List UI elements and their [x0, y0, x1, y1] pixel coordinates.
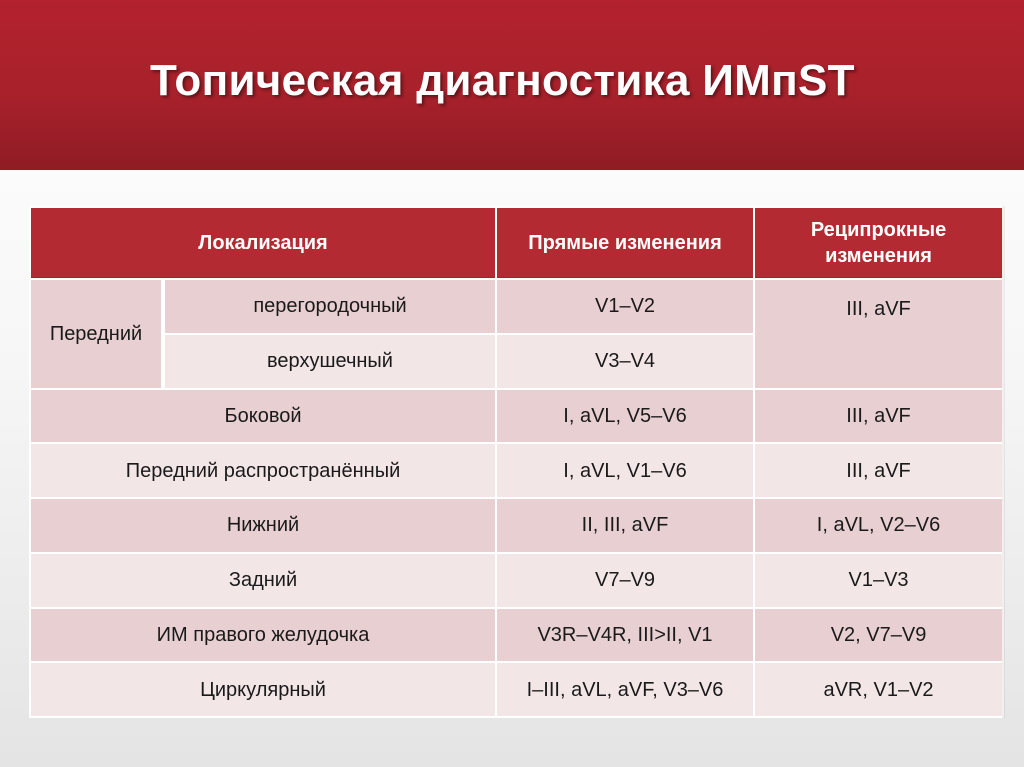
reciprocal-changes-cell: III, aVF [754, 279, 1003, 389]
subtype-cell: перегородочный [163, 279, 496, 334]
direct-changes-cell: V1–V2 [496, 279, 754, 334]
direct-changes-cell: V3R–V4R, III>II, V1 [496, 608, 754, 663]
title-bar [0, 0, 1024, 170]
table-row [30, 498, 1003, 553]
localization-cell: Циркулярный [30, 662, 496, 717]
localization-cell: ИМ правого желудочка [30, 608, 496, 663]
slide-title: Топическая диагностика ИМпST [150, 56, 855, 105]
subtype-cell: верхушечный [163, 334, 496, 389]
direct-changes-cell: I, aVL, V5–V6 [496, 389, 754, 444]
header-direct-changes: Прямые изменения [496, 207, 754, 279]
direct-changes-cell: V7–V9 [496, 553, 754, 608]
table-row [30, 389, 1003, 444]
table-row [30, 443, 1003, 498]
group-label-anterior: Передний [30, 279, 163, 389]
reciprocal-changes-cell: V1–V3 [754, 553, 1003, 608]
header-localization: Локализация [30, 207, 496, 279]
reciprocal-changes-cell: V2, V7–V9 [754, 608, 1003, 663]
reciprocal-changes-cell: III, aVF [754, 389, 1003, 444]
localization-cell: Задний [30, 553, 496, 608]
direct-changes-cell: I, aVL, V1–V6 [496, 443, 754, 498]
reciprocal-changes-cell: III, aVF [754, 443, 1003, 498]
table-row [30, 553, 1003, 608]
localization-cell: Нижний [30, 498, 496, 553]
reciprocal-changes-cell: I, aVL, V2–V6 [754, 498, 1003, 553]
direct-changes-cell: II, III, aVF [496, 498, 754, 553]
reciprocal-changes-cell: aVR, V1–V2 [754, 662, 1003, 717]
table-row [30, 279, 1003, 334]
direct-changes-cell: I–III, aVL, aVF, V3–V6 [496, 662, 754, 717]
direct-changes-cell: V3–V4 [496, 334, 754, 389]
localization-cell: Передний распространённый [30, 443, 496, 498]
localization-cell: Боковой [30, 389, 496, 444]
header-reciprocal-changes: Реципрокные изменения [754, 207, 1003, 279]
table-shadow [1002, 206, 1005, 718]
diagnostics-table [29, 206, 1004, 718]
table-header-row [30, 207, 1003, 279]
table-row [30, 608, 1003, 663]
table-row [30, 662, 1003, 717]
